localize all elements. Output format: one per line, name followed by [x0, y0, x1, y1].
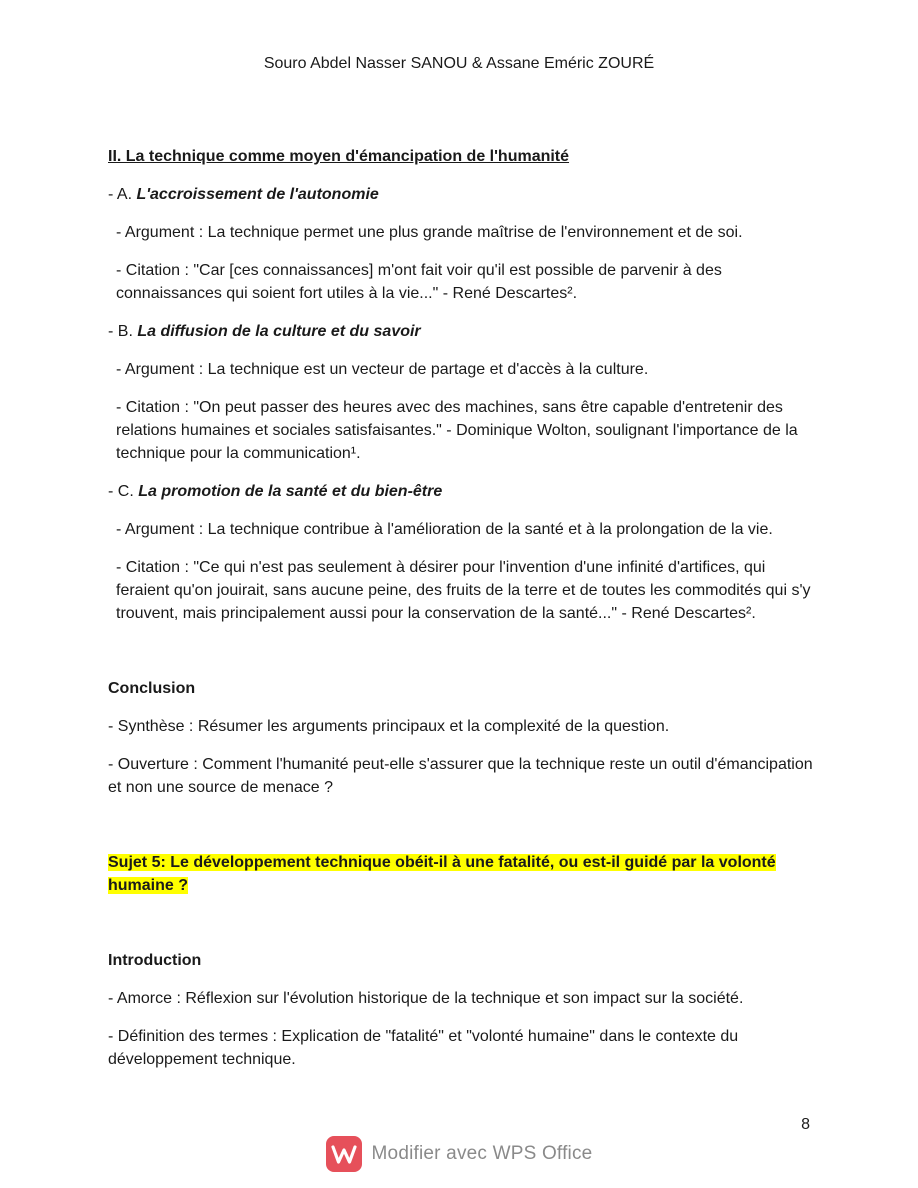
subsection-c-heading: [108, 480, 814, 503]
subsection-b-title: La diffusion de la culture et du savoir: [137, 323, 421, 340]
page-number: 8: [801, 1116, 810, 1133]
authors-line: Souro Abdel Nasser SANOU & Assane Eméric ZOURÉ: [263, 55, 655, 72]
sujet-5-heading: [108, 851, 814, 897]
subsection-a-argument: - Argument : La technique permet une plus grande maîtrise de l'environnement et de soi.: [116, 224, 743, 241]
subsection-c-argument: - Argument : La technique contribue à l'amélioration de la santé et à la prolongation de la vie.: [116, 521, 773, 538]
subsection-b-citation: - Citation : "On peut passer des heures avec des machines, sans être capable d'entretenir des relations humaines et sociales satisfaisantes." - Dominique Wolton, soulignant l'importance de la technique pour la communication¹.: [116, 399, 798, 462]
subsection-c-prefix: - C.: [108, 483, 139, 500]
conclusion-heading: Conclusion: [108, 680, 196, 697]
introduction-definition: - Définition des termes : Explication de "fatalité" et "volonté humaine" dans le contexte du développement technique.: [108, 1028, 739, 1068]
conclusion-ouverture: - Ouverture : Comment l'humanité peut-elle s'assurer que la technique reste un outil d'émancipation et non une source de menace ?: [108, 756, 813, 796]
subsection-a-heading: [108, 183, 814, 206]
subsection-c-title: La promotion de la santé et du bien-être: [138, 483, 443, 500]
subsection-b-argument: - Argument : La technique est un vecteur de partage et d'accès à la culture.: [116, 361, 649, 378]
conclusion-synthese: - Synthèse : Résumer les arguments principaux et la complexité de la question.: [108, 718, 670, 735]
wps-watermark[interactable]: [0, 1136, 918, 1172]
subsection-b-heading: [108, 320, 814, 343]
wps-logo-icon: [326, 1136, 362, 1172]
section-2-heading: II. La technique comme moyen d'émancipation de l'humanité: [108, 148, 570, 165]
introduction-heading: Introduction: [108, 952, 202, 969]
subsection-a-title: L'accroissement de l'autonomie: [136, 186, 379, 203]
document-body: [108, 145, 814, 1086]
subsection-c-citation: - Citation : "Ce qui n'est pas seulement à désirer pour l'invention d'une infinité d'artifices, qui feraient qu'on jouirait, sans aucune peine, des fruits de la terre et de toutes les commodités qui s'y trouvent, mais principalement aussi pour la conservation de la santé..." - René Descartes².: [116, 559, 811, 622]
introduction-amorce: - Amorce : Réflexion sur l'évolution historique de la technique et son impact sur la société.: [108, 990, 744, 1007]
subsection-b-prefix: - B.: [108, 323, 138, 340]
subsection-a-citation: - Citation : "Car [ces connaissances] m'ont fait voir qu'il est possible de parvenir à des connaissances qui soient fort utiles à la vie..." - René Descartes².: [116, 262, 722, 302]
wps-watermark-text: Modifier avec WPS Office: [371, 1143, 593, 1164]
subsection-a-prefix: - A.: [108, 186, 137, 203]
sujet-5-title: Sujet 5: Le développement technique obéit-il à une fatalité, ou est-il guidé par la volonté humaine ?: [108, 854, 776, 894]
page-header: [0, 53, 918, 75]
